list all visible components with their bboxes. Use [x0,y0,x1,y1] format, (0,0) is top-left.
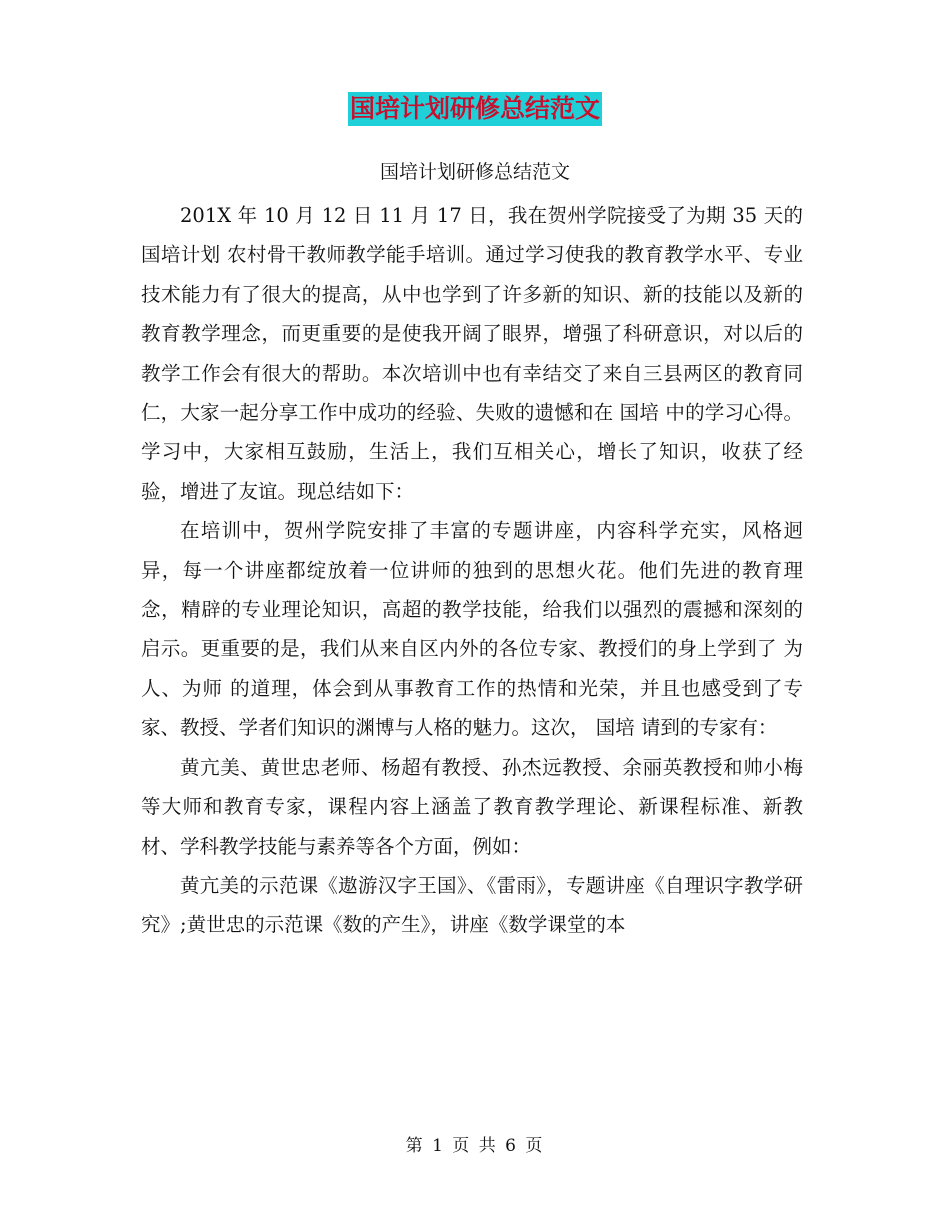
paragraph: 黄亢美的示范课《遨游汉字王国》、《雷雨》，专题讲座《自理识字教学研究》;黄世忠的示范课《数的产生》，讲座《数学课堂的本 [141,873,803,937]
title-banner [0,92,950,126]
paragraph: 在培训中，贺州学院安排了丰富的专题讲座，内容科学充实，风格迥异，每一个讲座都绽放着一位讲师的独到的思想火花。他们先进的教育理念，精辟的专业理论知识，高超的教学技能，给我们以强烈的震撼和深刻的启示。更重要的是，我们从来自区内外的各位专家、教授们的身上学到了 为人、为师 的道理，体会到从事教育工作的热情和光荣，并且也感受到了专家、教授、学者们知识的渊博与人格的魅力。这次， 国培 请到的专家有： [141,519,803,740]
document-body [141,196,803,945]
page-number: 第 1 页 共 6 页 [405,1136,545,1156]
paragraph: 黄亢美、黄世忠老师、杨超有教授、孙杰远教授、余丽英教授和帅小梅等大师和教育专家，课程内容上涵盖了教育教学理论、新课程标准、新教材、学科教学技能与素养等各个方面，例如： [141,755,803,858]
document-subtitle: 国培计划研修总结范文 [379,161,570,183]
document-title: 国培计划研修总结范文 [348,92,602,126]
paragraph: 201X 年 10 月 12 日 11 月 17 日，我在贺州学院接受了为期 35 天的国培计划 农村骨干教师教学能手培训。通过学习使我的教育教学水平、专业技术能力有了很大的提高，从中也学到了许多新的知识、新的技能以及新的教育教学理念，而更重要的是使我开阔了眼界，增强了科研意识，对以后的教学工作会有很大的帮助。本次培训中也有幸结交了来自三县两区的教育同仁，大家一起分享工作中成功的经验、失败的遗憾和在 国培 中的学习心得。学习中，大家相互鼓励，生活上，我们互相关心，增长了知识，收获了经验，增进了友谊。现总结如下： [141,204,803,503]
